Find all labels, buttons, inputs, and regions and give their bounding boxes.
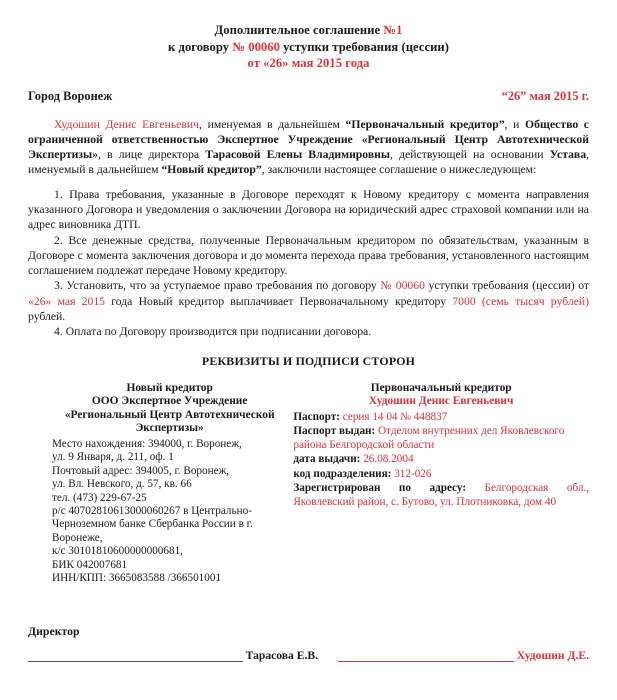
issue-date-label: дата выдачи: <box>293 453 364 466</box>
passport-label: Паспорт: <box>293 410 343 423</box>
original-creditor-title: Первоначальный кредитор <box>370 381 512 394</box>
clause-2-text: Все денежные средства, полученные Первоначальным кредитором по обязательствам, указанным в Договоре с момента заключения договора и до момента перехода права требования, установленного настоящим соглашением подлежат передаче Новому кредитору. <box>28 233 589 278</box>
detail-account-1: р/с 40702810613000060267 в Центрально- <box>52 505 252 518</box>
intro-text-1: , именуемая в дальнейшем <box>199 117 346 131</box>
passport-value: серия 14 04 № 448837 <box>342 410 448 423</box>
clauses-list <box>28 187 589 340</box>
signature-right <box>318 649 589 662</box>
clause-3-text-1: Установить, что за уступаемое право требования по договору <box>66 279 381 293</box>
clause-1-number: 1. <box>54 187 63 201</box>
document-title <box>28 22 589 72</box>
original-creditor-details <box>293 410 589 509</box>
signature-name-left: Тарасова Е.В. <box>245 649 318 662</box>
clause-1-text: Права требования, указанные в Договоре переходят к Новому кредитору с момента направления указанного Договора и уведомления о заключении Договора на юридический адрес страховой компании или на адрес виновника ДТП. <box>28 187 589 232</box>
passport-row <box>293 410 589 424</box>
issue-date-row <box>293 452 589 466</box>
requisites-heading: РЕКВИЗИТЫ И ПОДПИСИ СТОРОН <box>201 353 416 368</box>
signature-row <box>28 649 589 662</box>
department-code-row <box>293 467 589 481</box>
signature-role-label: Директор <box>28 624 80 638</box>
intro-text-6: , заключили настоящее соглашение о нижеследующем: <box>261 163 537 177</box>
clause-3-text-3: года Новый кредитор выплачивает Первоначальному кредитору <box>105 294 453 308</box>
passport-issued-label: Паспорт выдан: <box>293 425 379 438</box>
clause-3-contract-date: «26» мая 2015 <box>28 294 106 308</box>
title-contract-number: № 00060 <box>232 39 280 54</box>
signature-name-right: Худошин Д.Е. <box>516 649 589 662</box>
signature-line-left[interactable] <box>28 650 243 662</box>
department-code-value: 312-026 <box>394 467 432 480</box>
parties-columns <box>28 382 589 586</box>
new-creditor-column <box>28 382 287 586</box>
detail-location-1: Место нахождения: 394000, г. Воронеж, <box>52 438 242 451</box>
detail-bik: БИК 042007681 <box>52 558 128 571</box>
registration-value: Белгородская обл., Яковлевский район, с. Бутово, ул. Плотниковка, дом 40 <box>293 481 590 509</box>
intro-text-4: , действующей на основании <box>390 148 550 162</box>
title-text-2: к договору <box>168 39 230 54</box>
clause-3-amount: 7000 (семь тысяч рублей) <box>452 294 589 308</box>
new-creditor-org-line-1: ООО Экспертное Учреждение <box>91 395 248 408</box>
detail-phone: тел. (473) 229-67-25 <box>52 491 147 504</box>
clause-3 <box>28 278 589 324</box>
intro-org-name: Общество с ограниченной ответственностью Экспертное Учреждение «Региональный Центр Автотехнической Экспертизы» <box>28 117 589 162</box>
intro-charter: Устава <box>549 148 587 162</box>
clause-3-text-4: рублей. <box>28 310 66 324</box>
clause-2 <box>28 233 589 279</box>
clause-3-contract-number: № 00060 <box>380 279 425 293</box>
title-number: № <box>383 23 397 37</box>
title-text-3: уступки требования (цессии) <box>283 39 449 54</box>
intro-term-original-creditor: “Первоначальный кредитор” <box>345 117 505 131</box>
document-date: “26” мая 2015 г. <box>501 88 589 103</box>
title-date: от «26» мая 2015 года <box>247 56 370 70</box>
clause-4 <box>28 324 589 339</box>
assignor-name: Худошин Денис Евгеньевич <box>54 117 200 131</box>
new-creditor-title: Новый кредитор <box>126 381 213 394</box>
intro-term-new-creditor: “Новый кредитор” <box>161 163 262 177</box>
clause-4-number: 4. <box>54 325 63 339</box>
new-creditor-details <box>52 438 287 585</box>
clause-3-number: 3. <box>54 279 63 293</box>
intro-director-name: Тарасовой Елены Владимировны <box>205 148 391 162</box>
original-creditor-name: Худошин Денис Евгеньевич <box>368 395 514 408</box>
new-creditor-org-line-3: Экспертизы» <box>135 422 204 435</box>
original-creditor-column <box>287 382 589 586</box>
new-creditor-org-line-2: «Региональный Центр Автотехнической <box>64 408 275 421</box>
signatures-block <box>28 624 589 662</box>
detail-account-3: Воронеже, <box>52 531 103 544</box>
passport-issued-value: Отделом внутренних дел Яковлевского района Белгородской области <box>293 425 565 452</box>
registration-row <box>293 481 589 509</box>
title-text-1: Дополнительное соглашение <box>214 23 381 37</box>
signature-line-right[interactable] <box>338 650 514 662</box>
department-code-label: код подразделения: <box>293 467 395 480</box>
intro-text-5: , именуемый в дальнейшем <box>28 148 590 177</box>
title-line-1 <box>28 22 589 39</box>
intro-paragraph <box>28 117 589 178</box>
intro-text-2: , и <box>504 117 526 131</box>
passport-issued-row <box>293 424 589 452</box>
detail-corr-account: к/с 30101810600000000681, <box>52 545 183 558</box>
city-date-row <box>28 89 589 104</box>
title-line-2 <box>28 39 589 56</box>
clause-2-number: 2. <box>54 233 63 247</box>
signature-left <box>28 649 318 662</box>
detail-location-2: ул. 9 Января, д. 211, оф. 1 <box>52 451 174 464</box>
clause-3-text-2: уступки требования (цессии) от <box>424 279 589 293</box>
city-label: Город Воронеж <box>28 88 113 103</box>
detail-postal-2: ул. Вл. Невского, д. 57, кв. 66 <box>52 478 192 491</box>
issue-date-value: 26.08.2004 <box>363 453 414 466</box>
clause-4-text: Оплата по Договору производится при подписании договора. <box>65 325 372 339</box>
clause-1 <box>28 187 589 233</box>
intro-text-3: , в лице директора <box>97 148 206 162</box>
registration-label: Зарегистрирован по адресу: <box>293 481 485 494</box>
title-number-value: 1 <box>396 23 403 37</box>
detail-postal-1: Почтовый адрес: 394005, г. Воронеж, <box>52 464 230 477</box>
detail-account-2: Черноземном банке Сбербанка России в г. <box>52 518 253 531</box>
detail-inn-kpp: ИНН/КПП: 3665083588 /366501001 <box>52 572 222 585</box>
